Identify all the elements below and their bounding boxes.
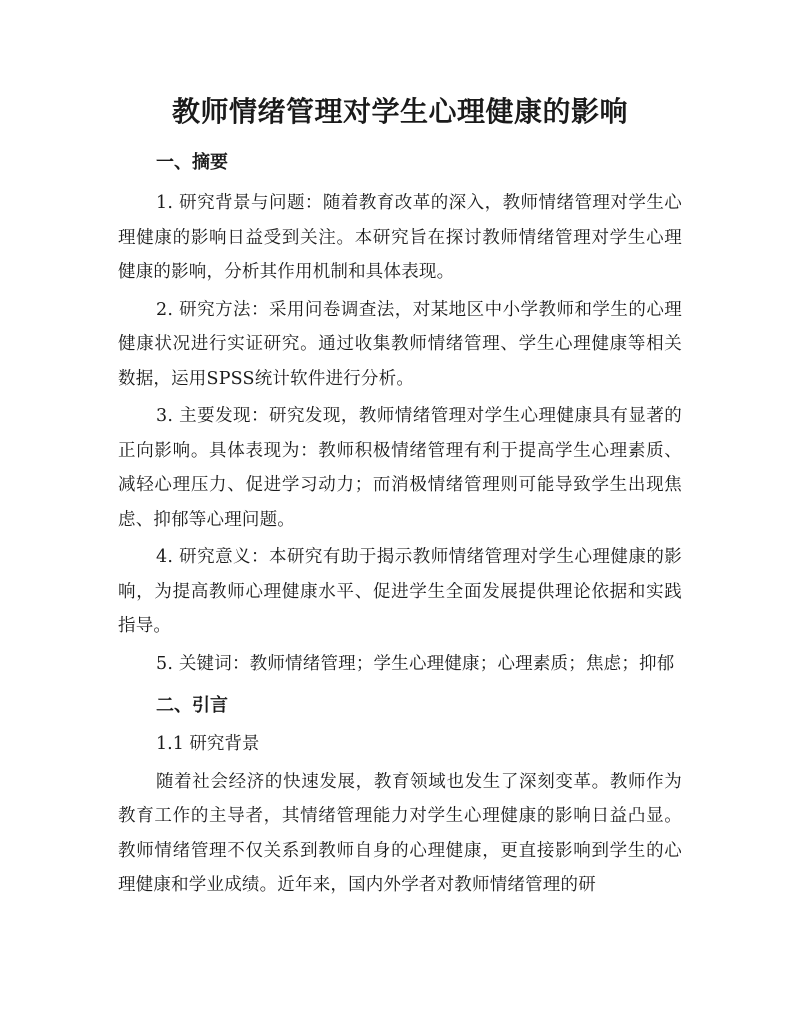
- abstract-item-background: 1. 研究背景与问题：随着教育改革的深入，教师情绪管理对学生心理健康的影响日益受到关注。本研究旨在探讨教师情绪管理对学生心理健康的影响，分析其作用机制和具体表现。: [118, 193, 682, 282]
- abstract-item-significance: 4. 研究意义：本研究有助于揭示教师情绪管理对学生心理健康的影响，为提高教师心理健康水平、促进学生全面发展提供理论依据和实践指导。: [118, 547, 682, 636]
- subsection-heading-background: 1.1 研究背景: [156, 734, 260, 754]
- document-title: 教师情绪管理对学生心理健康的影响: [171, 95, 628, 128]
- section-heading-abstract: 一、摘要: [156, 152, 228, 173]
- abstract-item-method: 2. 研究方法：采用问卷调查法，对某地区中小学教师和学生的心理健康状况进行实证研究。通过收集教师情绪管理、学生心理健康等相关数据，运用SPSS统计软件进行分析。: [118, 299, 682, 389]
- introduction-paragraph: 随着社会经济的快速发展，教育领域也发生了深刻变革。教师作为教育工作的主导者，其情绪管理能力对学生心理健康的影响日益凸显。教师情绪管理不仅关系到教师自身的心理健康，更直接影响到学生的心理健康和学业成绩。近年来，国内外学者对教师情绪管理的研: [118, 771, 682, 895]
- abstract-item-keywords: 5. 关键词：教师情绪管理；学生心理健康；心理素质；焦虑；抑郁: [156, 653, 675, 674]
- section-heading-introduction: 二、引言: [156, 695, 228, 716]
- abstract-item-findings: 3. 主要发现：研究发现，教师情绪管理对学生心理健康具有显著的正向影响。具体表现为：教师积极情绪管理有利于提高学生心理素质、减轻心理压力、促进学习动力；而消极情绪管理则可能导致学生出现焦虑、抑郁等心理问题。: [118, 406, 682, 530]
- document-body: [118, 146, 682, 903]
